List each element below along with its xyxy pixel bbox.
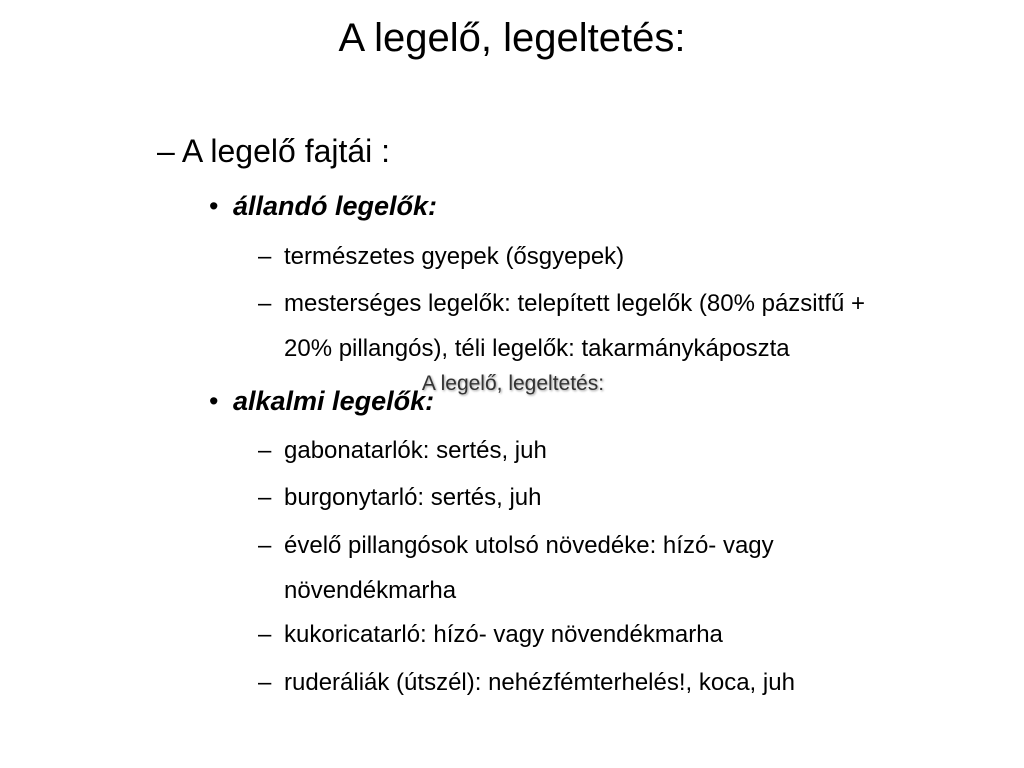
- bullet-icon: •: [209, 191, 219, 221]
- section-heading-text: A legelő fajtái :: [181, 133, 391, 169]
- section-heading: [157, 130, 390, 172]
- list-item-text: ruderáliák (útszél): nehézfémterhelés!, koca, juh: [284, 669, 795, 696]
- list-item-text: természetes gyepek (ősgyepek): [284, 243, 625, 270]
- group-heading-text: alkalmi legelők:: [233, 386, 435, 416]
- list-item: [258, 612, 998, 657]
- list-item-text: burgonytarló: sertés, juh: [284, 484, 542, 511]
- bullet-icon: •: [209, 386, 219, 416]
- list-item-text: évelő pillangósok utolsó növedéke: hízó- vagy: [284, 532, 774, 559]
- list-item: [258, 523, 998, 613]
- group-heading-text: állandó legelők:: [233, 191, 438, 221]
- list-item: [258, 428, 998, 473]
- list-item-text: mesterséges legelők: telepített legelők (80% pázsitfű +: [284, 290, 865, 317]
- list-item: [258, 281, 998, 371]
- section-dash: –: [157, 133, 175, 169]
- dash-marker: –: [258, 243, 272, 270]
- dash-marker: –: [258, 484, 272, 511]
- list-item-text: kukoricatarló: hízó- vagy növendékmarha: [284, 621, 723, 648]
- dash-marker: –: [258, 532, 272, 559]
- group-heading-permanent: [209, 188, 437, 224]
- ghost-title-overlay: A legelő, legeltetés:: [421, 372, 605, 395]
- list-item: [258, 660, 998, 705]
- dash-marker: –: [258, 669, 272, 696]
- dash-marker: –: [258, 290, 272, 317]
- list-item-text-continued: növendékmarha: [284, 577, 457, 604]
- list-item-text: gabonatarlók: sertés, juh: [284, 437, 547, 464]
- dash-marker: –: [258, 621, 272, 648]
- dash-marker: –: [258, 437, 272, 464]
- list-item: [258, 234, 998, 279]
- list-item-text-continued: 20% pillangós), téli legelők: takarmánykáposzta: [284, 335, 790, 362]
- list-item: [258, 475, 998, 520]
- slide-title: A legelő, legeltetés:: [338, 16, 686, 60]
